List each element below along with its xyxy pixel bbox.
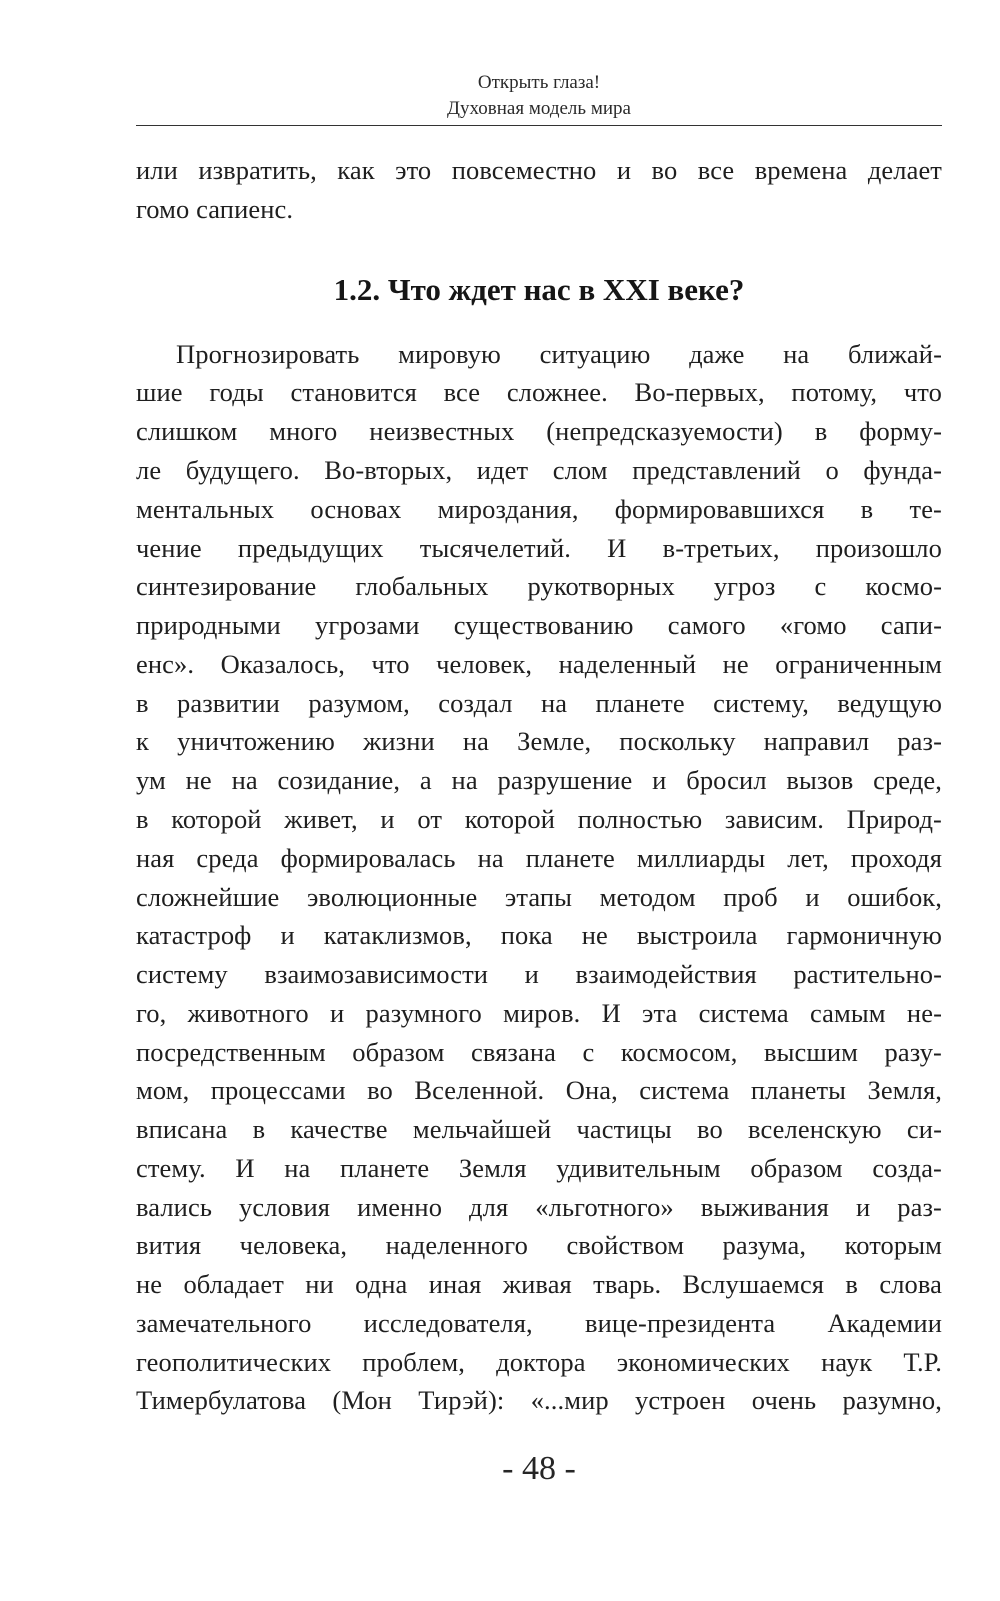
paragraph-line: енс». Оказалось, что человек, наделенный не ограниченным	[136, 649, 942, 679]
paragraph-line: стему. И на планете Земля удивительным образом созда-	[136, 1153, 942, 1183]
paragraph-line: посредственным образом связана с космосом, высшим разу-	[136, 1037, 942, 1067]
paragraph-line: в развитии разумом, создал на планете систему, ведущую	[136, 688, 942, 718]
paragraph-line: катастроф и катаклизмов, пока не выстроила гармоничную	[136, 920, 942, 950]
paragraph-line: ум не на созидание, а на разрушение и бросил вызов среде,	[136, 765, 942, 795]
paragraph-line: ментальных основах мироздания, формировавшихся в те-	[136, 494, 942, 524]
paragraph-line: в которой живет, и от которой полностью зависим. Природ-	[136, 804, 942, 834]
paragraph-line: ле будущего. Во-вторых, идет слом представлений о фунда-	[136, 455, 942, 485]
paragraph-line: шие годы становится все сложнее. Во-первых, потому, что	[136, 377, 942, 407]
paragraph-line: Тимербулатова (Мон Тирэй): «...мир устроен очень разумно,	[136, 1385, 942, 1415]
paragraph-line: вались условия именно для «льготного» выживания и раз-	[136, 1192, 942, 1222]
paragraph-line: замечательного исследователя, вице-президента Академии	[136, 1308, 942, 1338]
page-number: - 48 -	[502, 1450, 576, 1487]
paragraph-line: синтезирование глобальных рукотворных угроз с космо-	[136, 571, 942, 601]
intro-line: гомо сапиенс.	[136, 194, 294, 224]
paragraph-line: ная среда формировалась на планете миллиарды лет, проходя	[136, 843, 942, 873]
paragraph-line: природными угрозами существованию самого «гомо сапи-	[136, 610, 942, 640]
paragraph-line: вписана в качестве мельчайшей частицы во вселенскую си-	[136, 1114, 942, 1144]
paragraph-line: го, животного и разумного миров. И эта система самым не-	[136, 998, 942, 1028]
paragraph-line: слишком много неизвестных (непредсказуемости) в форму-	[136, 416, 942, 446]
paragraph-line: к уничтожению жизни на Земле, поскольку направил раз-	[136, 726, 942, 756]
paragraph-line: Прогнозировать мировую ситуацию даже на ближай-	[176, 339, 942, 369]
paragraph-line: геополитических проблем, доктора экономических наук Т.Р.	[136, 1347, 942, 1377]
paragraph-line: сложнейшие эволюционные этапы методом проб и ошибок,	[136, 882, 942, 912]
paragraph-line: мом, процессами во Вселенной. Она, система планеты Земля,	[136, 1075, 942, 1105]
paragraph-line: не обладает ни одна иная живая тварь. Вслушаемся в слова	[136, 1269, 942, 1299]
section-heading: 1.2. Что ждет нас в XXI веке?	[333, 272, 745, 307]
running-header	[136, 70, 942, 122]
header-rule	[136, 125, 942, 126]
intro-line: или извратить, как это повсеместно и во все времена делает	[136, 155, 942, 185]
header-book-subtitle: Духовная модель мира	[447, 98, 631, 119]
paragraph-line: систему взаимозависимости и взаимодействия растительно-	[136, 959, 942, 989]
paragraph-line: чение предыдущих тысячелетий. И в-третьих, произошло	[136, 533, 942, 563]
header-book-title: Открыть глаза!	[477, 72, 601, 93]
paragraph-line: вития человека, наделенного свойством разума, которым	[136, 1230, 942, 1260]
